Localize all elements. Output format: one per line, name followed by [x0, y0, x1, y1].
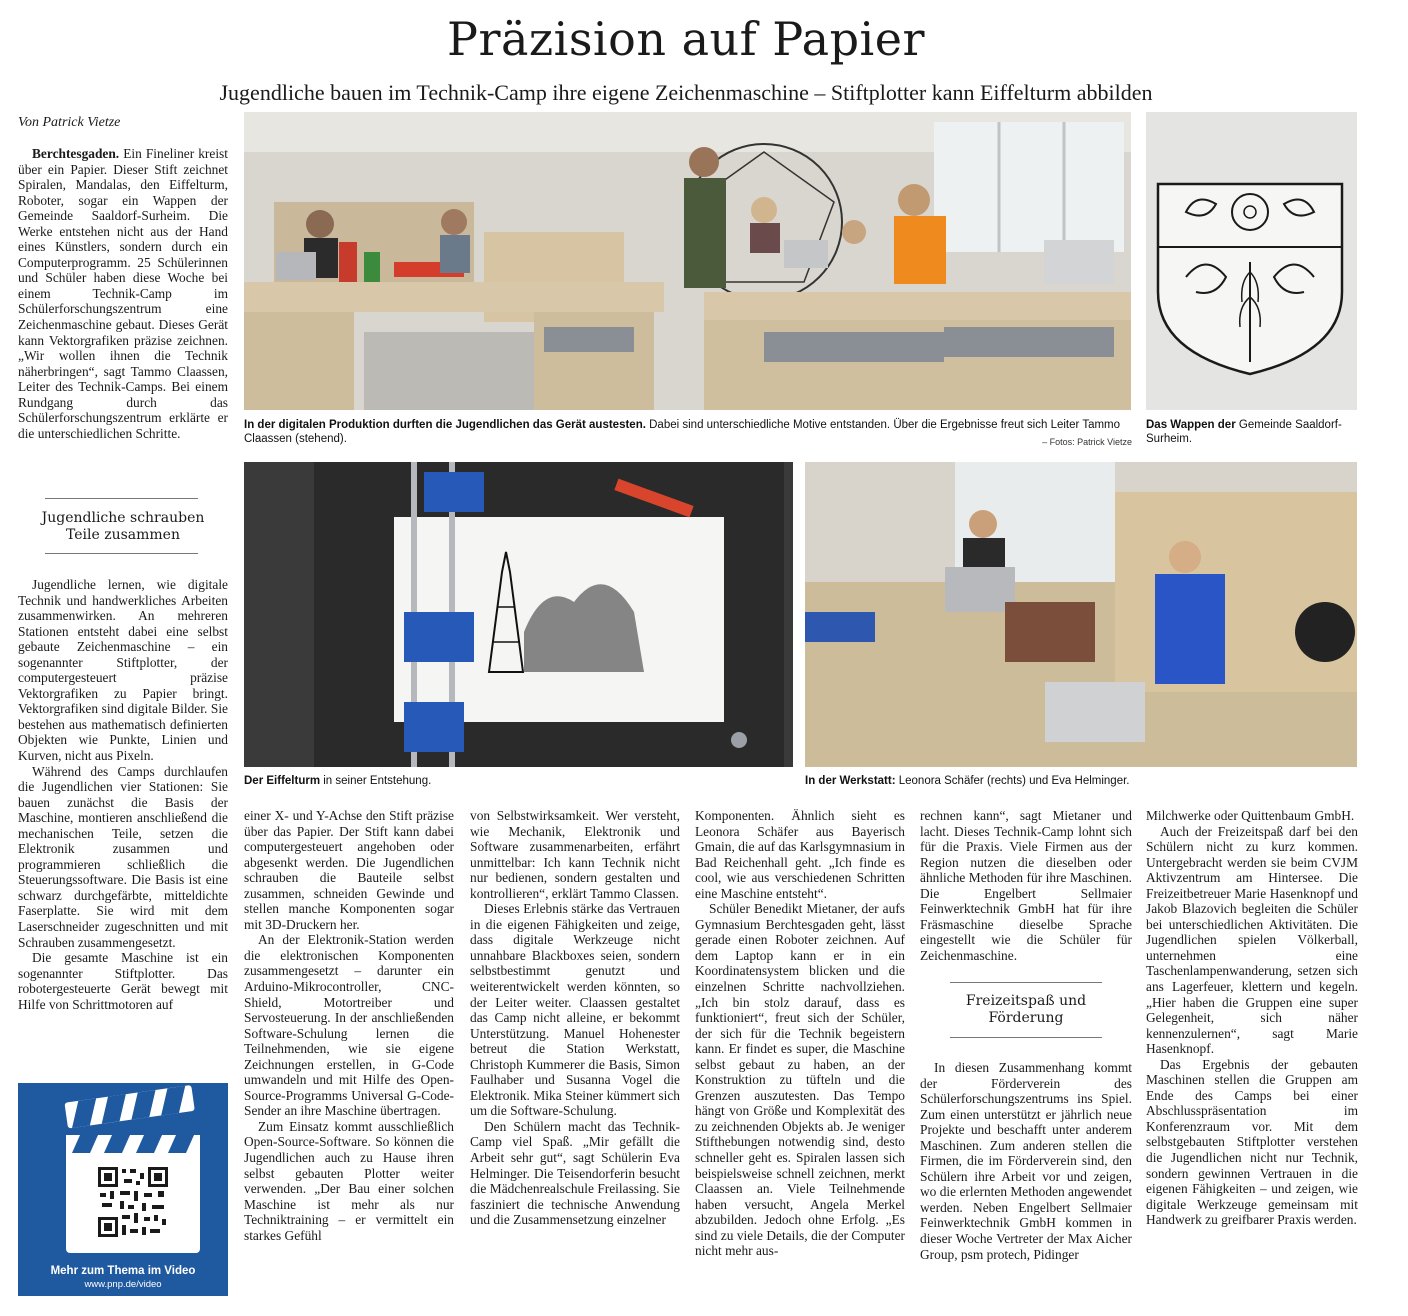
- column-1-bottom: [18, 577, 228, 1061]
- coat-of-arms-drawing: [1146, 112, 1357, 410]
- headline: Präzision auf Papier: [447, 12, 925, 66]
- workshop-photo-illustration: [805, 462, 1357, 767]
- photo-digital-production: [244, 112, 1131, 410]
- subheadline: Jugendliche bauen im Technik-Camp ihre eigene Zeichenmaschine – Stiftplotter kann Eiffelturm abbilden: [219, 80, 1153, 105]
- caption-wappen: [1146, 418, 1357, 446]
- caption-main-bold: In der digitalen Produktion durften die Jugendlichen das Gerät austesten.: [244, 419, 646, 431]
- caption-main-photo: [244, 418, 1131, 446]
- caption-werkstatt-rest: Leonora Schäfer (rechts) und Eva Helminger.: [898, 775, 1130, 787]
- column-2: [244, 808, 454, 1298]
- column-3: [470, 808, 680, 1298]
- photo-eiffelturm: [244, 462, 793, 767]
- col5-p1: rechnen kann“, sagt Mietaner und lacht. Dieses Technik-Camp lohnt sich für die Praxis. Viele Firmen aus der Region nutzen die dieselben oder ähnliche Methoden für ihre Maschinen. Die Engelbert Sellmaier Feinwerktechnik GmbH hat für ihre Fräsmaschine dieselbe Sprache eingestellt wie die Schüler für Zeichenmaschine.: [920, 808, 1132, 963]
- clapperboard-qr-icon: [18, 1083, 228, 1263]
- photo-werkstatt: [805, 462, 1357, 767]
- caption-main-rest: Dabei sind unterschiedliche Motive entstanden. Über die Ergebnisse freut sich Leiter Tammo Claassen (stehend).: [244, 419, 1121, 445]
- column-4: [695, 808, 905, 1298]
- caption-werkstatt: [805, 774, 1357, 788]
- col1-p2: Jugendliche lernen, wie digitale Technik und handwerkliches Arbeiten zusammenwirken. An mehreren Stationen entsteht dabei eine selbst gebaute Zeichenmaschine – ein sogenannter Stiftplotter, der computergesteuert präzise Vektorgrafiken zu Papier bringt. Vektorgrafiken sind digitale Bilder. Sie bestehen aus mathematisch definierten Objekten wie Punkte, Linien und Kurven, nicht aus Pixeln.: [18, 577, 228, 764]
- photo-credit: – Fotos: Patrick Vietze: [1042, 437, 1132, 447]
- photo-wappen: [1146, 112, 1357, 410]
- column-1-top: [18, 146, 228, 486]
- column-5-top: [920, 808, 1132, 968]
- caption-eiffel-bold: Der Eiffelturm: [244, 775, 321, 787]
- subhead2-rule-bottom: [950, 1037, 1102, 1038]
- classroom-photo-illustration: [244, 112, 1131, 410]
- plotter-drawing-photo: [244, 462, 793, 767]
- col4-p2: Schüler Benedikt Mietaner, der aufs Gymnasium Berchtesgaden geht, lässt gerade einen Roboter zeichnen. Auf dem Laptop kann er in ein Koordinatensystem blicken und die einzelnen Schritte nachvollziehen. „Ich bin stolz darauf, dass es funktioniert“, freut sich der Schüler, der sich für die Technik begeistern kann. Er findet es super, die Maschine selbst gebaut zu haben, an der Konstruktion zu tüfteln und die Grenzen auszutesten. Das Tempo hängt von Größe und Komplexität des zu zeichnenden Objekts ab. Je weniger Stifthebungen notwendig sind, desto schneller geht es. Spiralen lassen sich beispielsweise schnell zeichnen, merkt Claassen an. Viele Teilnehmende haben versucht, Angela Merkel abzubilden. Jedoch ohne Erfolg. „Es sind zu viele Details, die der Computer nicht mehr aus-: [695, 901, 905, 1259]
- col1-p1: Ein Fineliner kreist über ein Papier. Dieser Stift zeichnet Spiralen, Mandalas, den Eiffelturm, Roboter, sogar ein Wappen der Gemeinde Saaldorf-Surheim. Die Werke entstehen nicht aus der Hand eines Künstlers, sondern durch ein Computerprogramm. 25 Schülerinnen und Schüler haben diese Woche bei einem Technik-Camp im Schülerforschungszentrum eine Zeichenmaschine gebaut. Dieses Gerät kann Vektorgrafiken präzise zeichnen. „Wir wollen ihnen die Technik näherbringen“, sagt Tammo Claassen, Leiter des Technik-Camps. Bei einem Rundgang durch das Schülerforschungszentrum erklärte er die unterschiedlichen Schritte.: [18, 146, 228, 441]
- video-promo[interactable]: [18, 1083, 228, 1296]
- col2-p3: Zum Einsatz kommt ausschließlich Open-Source-Software. So können die Jugendlichen auch zu Hause ihren selbst gebauten Plotter weiter verwenden. „Der Bau einer solchen Maschine ist mehr als nur Techniktraining – er vermittelt ein starkes Gefühl: [244, 1118, 454, 1243]
- subhead-schrauben: Jugendliche schrauben Teile zusammen: [41, 510, 205, 543]
- subhead2-rule-top: [950, 982, 1102, 983]
- col4-p1: Komponenten. Ähnlich sieht es Leonora Schäfer aus Bayerisch Gmain, die auf das Karlsgymnasium in Bad Reichenhall geht. „Ich finde es cool, wie aus verschiedenen Schritten eine Maschine entsteht“.: [695, 808, 905, 901]
- subhead-rule-top: [45, 498, 198, 499]
- col5-p2: In diesen Zusammenhang kommt der Förderverein des Schülerforschungszentrums ins Spiel. Zum einen unterstützt er jährlich neue Projekte und beschafft unter anderem Maschinen. Zum anderen stellen die Firmen, die im Förderverein sind, den Schülern ihre Arbeit vor und zeigen, wo die erlernten Methoden angewendet werden. Neben Engelbert Sellmaier Feinwerktechnik GmbH kommen in dieser Woche Vertreter der Max Aicher Group, psm protech, Pidinger: [920, 1060, 1132, 1262]
- col1-p3: Während des Camps durchlaufen die Jugendlichen vier Stationen: Sie bauen zunächst die Basis der Maschine, montieren anschließend die mechanischen Teile, setzen die Elektronik zusammen und programmieren schließlich die Steuerungssoftware. Die Basis ist eine schwarz durchgefärbte, mitteldichte Faserplatte. Sie wird mit dem Laserschneider zugeschnitten und mit Schrauben zusammengesetzt.: [18, 763, 228, 950]
- subhead-rule-bottom: [45, 553, 198, 554]
- caption-wappen-rest: Gemeinde Saaldorf-Surheim.: [1146, 419, 1342, 445]
- col1-p4: Die gesamte Maschine ist ein sogenannter Stiftplotter. Das robotergesteuerte Gerät bewegt mit Hilfe von Schrittmotoren auf: [18, 950, 228, 1012]
- caption-werkstatt-bold: In der Werkstatt:: [805, 775, 896, 787]
- video-url[interactable]: www.pnp.de/video: [84, 1279, 162, 1290]
- col2-p2: An der Elektronik-Station werden die elektronischen Komponenten zusammengesetzt – darunter ein Arduino-Mikrocontroller, CNC-Shield, Motortreiber und Servosteuerung. In der anschließenden Software-Schulung lernen die Teilnehmenden, wie sie eigene Zeichnungen erstellen, in G-Code umwandeln und mit Hilfe des Open-Source-Programms Universal G-Code-Sender an ihre Maschine übertragen.: [244, 932, 454, 1119]
- col3-p2: Dieses Erlebnis stärke das Vertrauen in die eigenen Fähigkeiten und zeige, dass digitale Werkzeuge nicht unnahbare Blackboxes seien, sondern selbstbestimmt genutzt und weiterentwickelt werden könnten, so der Leiter weiter. Claassen gestaltet das Camp nicht alleine, er bekommt Unterstützung. Manuel Hohenester betreut die Station Werkstatt, Christoph Kummerer die Basis, Simon Faulhaber und Susanna Vogel die Elektronik. Mika Steiner kümmert sich um die Software-Schulung.: [470, 901, 680, 1119]
- caption-eiffel-rest: in seiner Entstehung.: [323, 775, 432, 787]
- column-5-bottom: [920, 1060, 1132, 1298]
- caption-eiffel: [244, 774, 793, 788]
- caption-wappen-bold: Das Wappen der: [1146, 419, 1236, 431]
- col6-p1: Milchwerke oder Quittenbaum GmbH.: [1146, 808, 1355, 823]
- col2-p1: einer X- und Y-Achse den Stift präzise über das Papier. Der Stift kann dabei computergesteuert angehoben oder abgesenkt werden. Die Jugendlichen schrauben die Bauteile selbst zusammen, schneiden Gewinde und stellen manche Komponenten sogar mit 3D-Druckern her.: [244, 808, 454, 932]
- dateline: Berchtesgaden.: [32, 146, 120, 161]
- col6-p2: Auch der Freizeitspaß darf bei den Schülern nicht zu kurz kommen. Untergebracht werden sie beim CVJM Aktivzentrum am Hintersee. Die Freizeitbetreuer Marie Hasenknopf und Jakob Blazovich begleiten die Schüler bei unterschiedlichen Aktivitäten. Die Jugendlichen spielen Völkerball, unternehmen eine Taschenlampenwanderung, setzen sich ans Lagerfeuer, klettern und kegeln. „Hier haben die Gruppen eine super Gelegenheit, sich näher kennenzulernen“, sagt Marie Hasenknopf.: [1146, 823, 1358, 1057]
- col3-p3: Den Schülern macht das Technik-Camp viel Spaß. „Mir gefällt die Arbeit sehr gut“, sagt Schülerin Eva Helminger. Die Teisendorferin besucht die Mädchenrealschule Freilassing. Sie fasziniert die technische Anwendung und die Zusammensetzung einzelner: [470, 1118, 680, 1228]
- byline: Von Patrick Vietze: [18, 115, 121, 130]
- video-label[interactable]: Mehr zum Thema im Video: [50, 1265, 196, 1277]
- subhead-freizeitspass: Freizeitspaß und Förderung: [965, 993, 1087, 1026]
- col6-p3: Das Ergebnis der gebauten Maschinen stellen die Gruppen am Ende des Camps bei einer Abschlusspräsentation im Konferenzraum vor. Mit dem selbstgebauten Stiftplotter verstehen die Jugendlichen nicht nur Technik, sondern gewinnen Vertrauen in die eigenen Fähigkeiten – und zeigen, wie digitale Werkzeuge gemeinsam mit Handwerk zu greifbarer Praxis werden.: [1146, 1056, 1358, 1228]
- column-6: [1146, 808, 1358, 1298]
- col3-p1: von Selbstwirksamkeit. Wer versteht, wie Mechanik, Elektronik und Software zusammenarbeiten, erfährt unmittelbar: Ich kann Technik nicht nur bedienen, sondern gestalten und kontrollieren“, erklärt Tammo Classen.: [470, 808, 680, 901]
